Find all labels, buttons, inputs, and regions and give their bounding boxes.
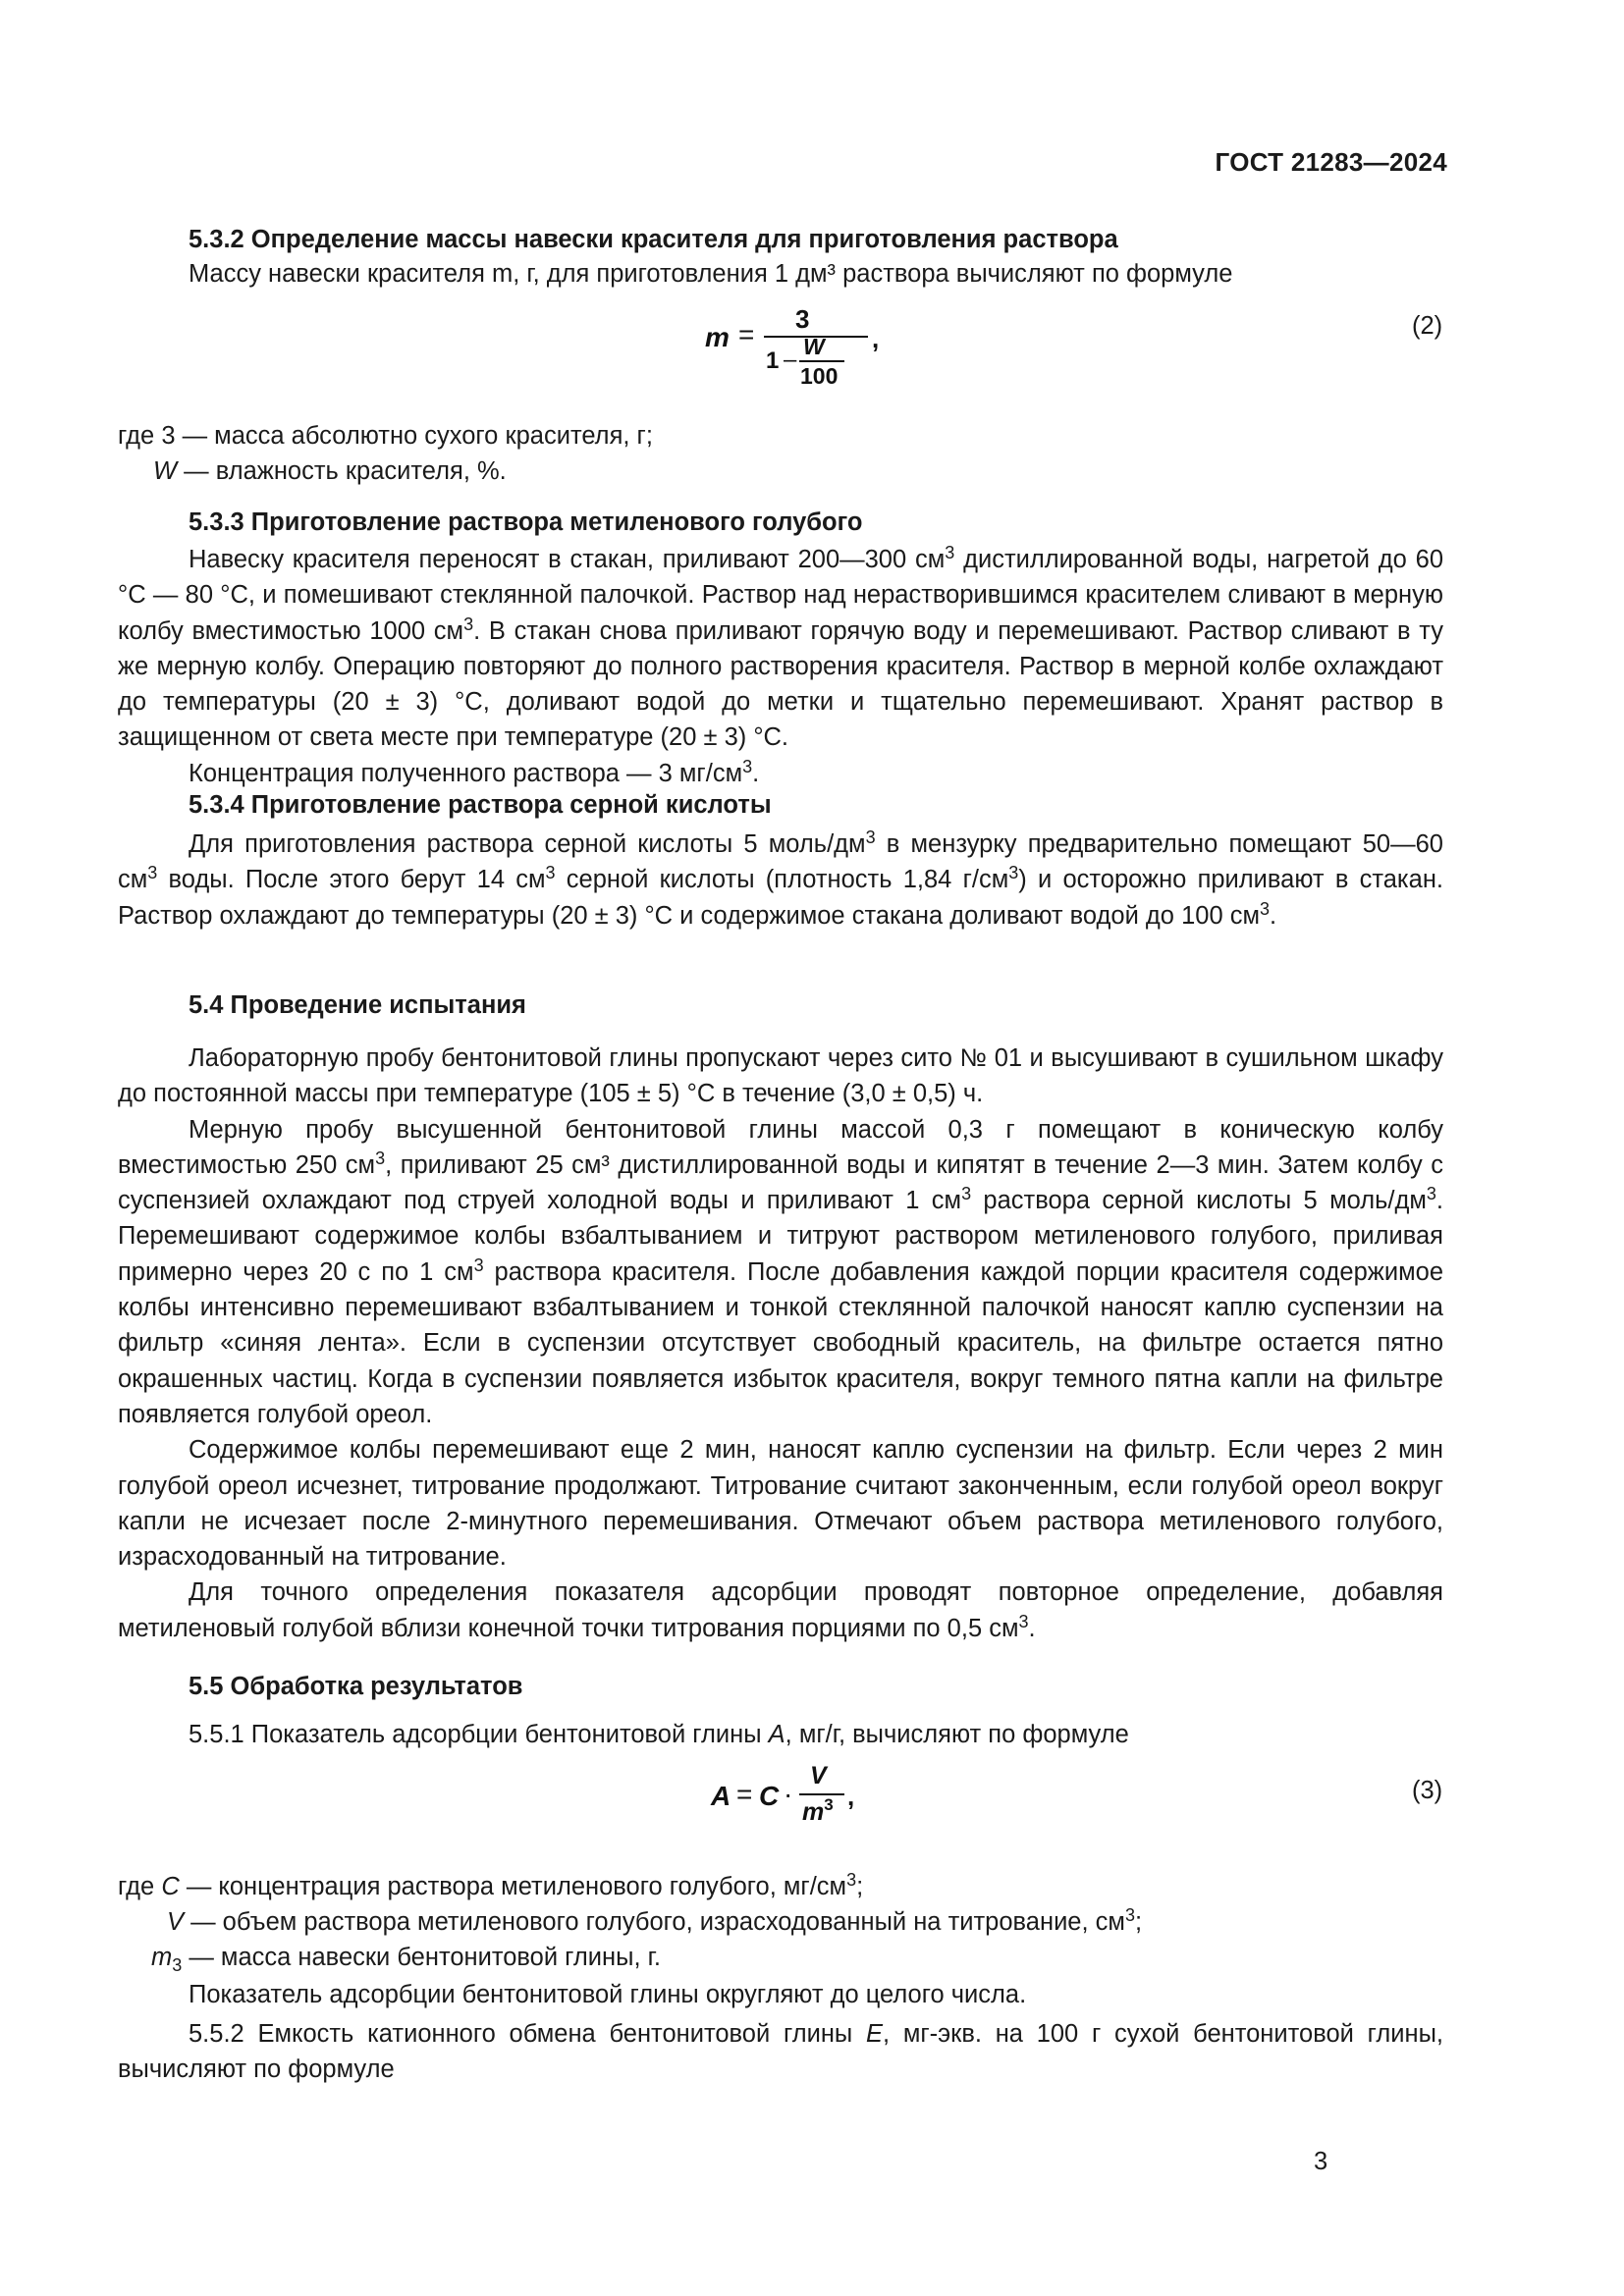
paragraph: Мерную пробу высушенной бентонитовой глины массой 0,3 г помещают в коническую колбу вместимостью 250 $см^3$, приливают 25 см³ дистиллированной воды и кипятят в течение 2—3 мин. Затем колбу с суспензией охлаждают под струей холодной воды и приливают 1 $см^3$ раствора серной кислоты 5 моль/$дм^3$. Перемешивают содержимое колбы взбалтыванием и титруют раствором метиленового голубого, приливая примерно через 20 с по 1 $см^3$ раствора красителя. После добавления каждой порции красителя содержимое колбы интенсивно перемешивают взбалтыванием и тонкой стеклянной палочкой наносят каплю суспензии на фильтр «синяя лента». Если в суспензии отсутствует свободный краситель, на фильтре остается пятно окрашенных частиц. Когда в суспензии появляется избыток красителя, вокруг темного пятна капли на фильтре появляется голубой ореол. [118, 1115, 1444, 1428]
paragraph: Содержимое колбы перемешивают еще 2 мин, наносят каплю суспензии на фильтр. Если через 2 мин голубой ореол исчезнет, титрование продолжают. Титрование считают законченным, если голубой ореол вокруг капли не исчезает после 2-минутного перемешивания. Отмечают объем раствора метиленового голубого, израсходованный на титрование. [118, 1436, 1443, 1572]
equation-number-3: (3) [1412, 1777, 1443, 1804]
where-text: — влажность красителя, %. [184, 457, 507, 485]
paragraph: 5.5.2 Емкость катионного обмена бентонитовой глины E, мг-экв. на 100 г сухой бентонитовой глины, вычисляют по формуле [118, 2020, 1443, 2084]
section-5-4-body [118, 1041, 1443, 1646]
paragraph: Концентрация полученного раствора — 3 $мг/см^3$. [189, 756, 760, 787]
where-row-v: V — объем раствора метиленового голубого, израсходованный на титрование, $см^3$; [167, 1905, 1143, 1936]
section-5-3-3-heading: 5.3.3 Приготовление раствора метиленового голубого [189, 508, 863, 536]
formula-3-lhs: A [711, 1781, 731, 1811]
formula-2-inner-bar [799, 360, 844, 362]
formula-2-one: 1 [766, 347, 780, 374]
where-label: где [118, 422, 155, 450]
where-row-w [153, 457, 507, 486]
page-number: 3 [1314, 2148, 1328, 2175]
where-symbol: m [151, 1944, 173, 1971]
rounding-note: Показатель адсорбции бентонитовой глины округляют до целого числа. [189, 1981, 1027, 2008]
where-symbol: V [167, 1908, 185, 1936]
where-symbol: W [153, 457, 178, 485]
document-id-header: ГОСТ 21283—2024 [1215, 147, 1447, 177]
formula-3-denominator: $m^3$ [802, 1795, 834, 1826]
formula-3-comma: , [847, 1782, 855, 1811]
section-5-5-2-text [118, 2016, 1443, 2088]
where-row-3 [118, 422, 653, 451]
section-5-5-1-text: 5.5.1 Показатель адсорбции бентонитовой глины A, мг/г, вычисляют по формуле [189, 1721, 1129, 1748]
where-symbol: C [161, 1873, 180, 1900]
equation-number-2: (2) [1412, 312, 1443, 340]
formula-2-hundred: 100 [800, 363, 839, 389]
where-symbol: 3 [161, 422, 176, 450]
formula-3-eq: = [736, 1779, 753, 1809]
section-5-5-heading: 5.5 Обработка результатов [189, 1673, 523, 1700]
formula-2-numerator: 3 [795, 304, 810, 334]
where-row-m3: $m_3$ — масса навески бентонитовой глины, г. [151, 1944, 661, 1975]
where-row-c: где C — концентрация раствора метиленового голубого, $мг/см^3$; [118, 1870, 864, 1900]
paragraph: Лабораторную пробу бентонитовой глины пропускают через сито № 01 и высушивают в сушильном шкафу до постоянной массы при температуре (105 ± 5) °С в течение (3,0 ± 0,5) ч. [118, 1044, 1443, 1108]
formula-3-numerator: V [810, 1762, 827, 1789]
section-5-3-3-body [118, 542, 1443, 791]
formula-2-comma: , [872, 324, 880, 353]
where-text: — масса абсолютно сухого красителя, г; [182, 422, 653, 450]
formula-3-c: C [759, 1781, 780, 1811]
section-5-3-2-intro: Массу навески красителя m, г, для приготовления 1 дм³ раствора вычисляют по формуле [189, 260, 1233, 288]
paragraph: Для приготовления раствора серной кислоты 5 моль/$дм^3$ в мензурку предварительно помещают 50—60 $см^3$ воды. После этого берут 14 $см^3$ серной кислоты (плотность 1,84 $г/см^3$) и осторожно приливают в стакан. Раствор охлаждают до температуры (20 ± 3) °С и содержимое стакана доливают водой до 100 $см^3$. [118, 828, 1443, 930]
formula-2-eq: = [738, 319, 755, 349]
section-5-3-2-heading: 5.3.2 Определение массы навески красителя для приготовления раствора [189, 226, 1118, 253]
paragraph: Навеску красителя переносят в стакан, приливают 200—300 $см^3$ дистиллированной воды, нагретой до 60 °С — 80 °С, и помешивают стеклянной палочкой. Раствор над нерастворившимся красителем сливают в мерную колбу вместимостью 1000 $см^3$. В стакан снова приливают горячую воду и перемешивают. Раствор сливают в ту же мерную колбу. Операцию повторяют до полного растворения красителя. Раствор в мерной колбе охлаждают до температуры (20 ± 3) °С, доливают водой до метки и тщательно перемешивают. Хранят раствор в защищенном от света месте при температуре (20 ± 3) °С. [118, 543, 1444, 752]
formula-2-w: W [803, 334, 825, 359]
formula-2-lhs: m [705, 322, 730, 352]
section-5-3-4-body [118, 827, 1443, 934]
section-5-3-4-heading: 5.3.4 Приготовление раствора серной кислоты [189, 791, 772, 819]
section-5-4-heading: 5.4 Проведение испытания [189, 991, 526, 1019]
formula-2-minus: – [784, 347, 797, 373]
where-label: где [118, 1873, 155, 1900]
formula-3-dot: · [784, 1779, 793, 1809]
formula-3-fraction-bar [799, 1793, 844, 1795]
paragraph: Для точного определения показателя адсорбции проводят повторное определение, добавляя метиленовый голубой вблизи конечной точки титрования порциями по 0,5 $см^3$. [118, 1578, 1443, 1642]
